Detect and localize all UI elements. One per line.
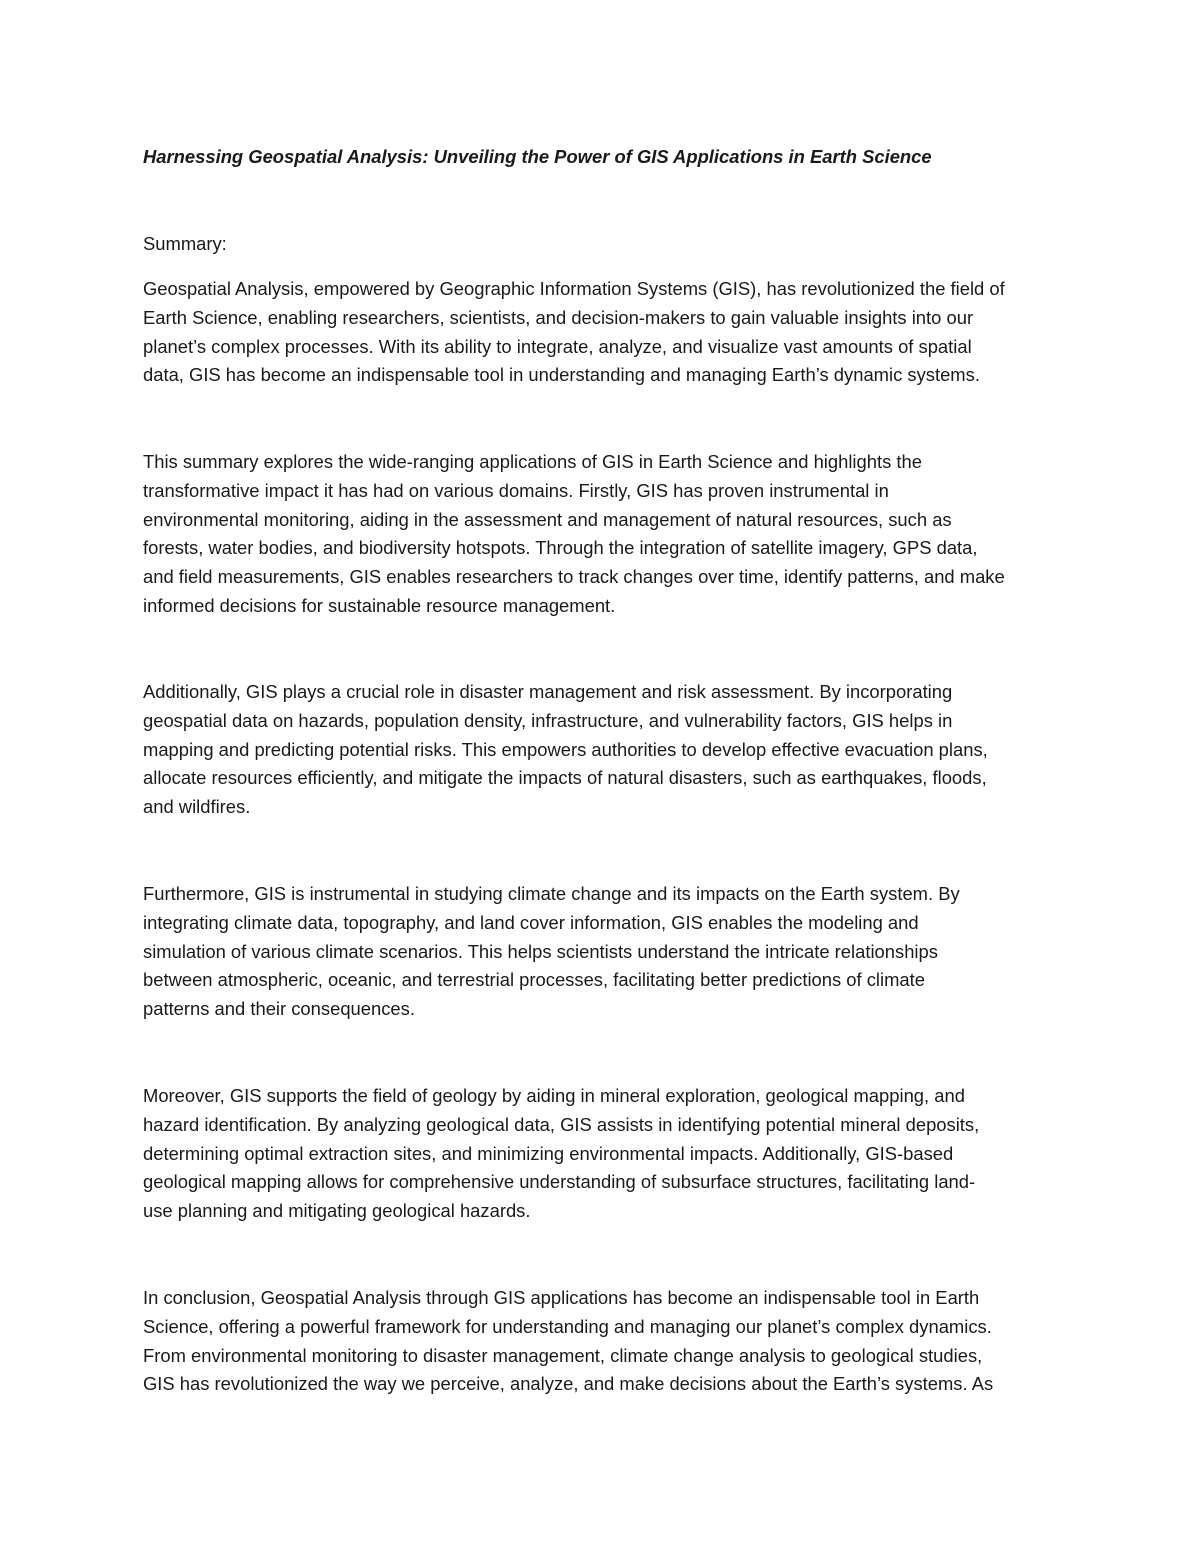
text-line: informed decisions for sustainable resource management. bbox=[143, 594, 616, 616]
text-line: Earth Science, enabling researchers, scientists, and decision-makers to gain valuable insights into our bbox=[143, 306, 974, 328]
text-line: and wildfires. bbox=[143, 796, 251, 818]
text-line: geological mapping allows for comprehensive understanding of subsurface structures, facilitating land- bbox=[143, 1171, 976, 1193]
text-line: integrating climate data, topography, and land cover information, GIS enables the modeling and bbox=[143, 911, 919, 933]
text-line: data, GIS has become an indispensable tool in understanding and managing Earth’s dynamic systems. bbox=[143, 364, 980, 386]
text-line: This summary explores the wide-ranging applications of GIS in Earth Science and highlights the bbox=[143, 451, 922, 472]
text-line: In conclusion, Geospatial Analysis through GIS applications has become an indispensable tool in Earth bbox=[143, 1287, 980, 1308]
text-line: Additionally, GIS plays a crucial role in disaster management and risk assessment. By incorporating bbox=[143, 681, 953, 702]
paragraph-applications bbox=[143, 448, 1063, 621]
text-line: allocate resources efficiently, and mitigate the impacts of natural disasters, such as earthquakes, floods, bbox=[143, 767, 987, 789]
text-line: mapping and predicting potential risks. This empowers authorities to develop effective evacuation plans, bbox=[143, 738, 988, 760]
text-line: Furthermore, GIS is instrumental in studying climate change and its impacts on the Earth system. By bbox=[143, 883, 960, 904]
text-line: Science, offering a powerful framework for understanding and managing our planet’s complex dynamics. bbox=[143, 1315, 992, 1337]
text-line: Geospatial Analysis, empowered by Geographic Information Systems (GIS), has revolutionized the field of bbox=[143, 278, 1005, 299]
text-line: patterns and their consequences. bbox=[143, 998, 415, 1020]
paragraph-geology bbox=[143, 1082, 1063, 1226]
text-line: determining optimal extraction sites, and minimizing environmental impacts. Additionally, GIS-based bbox=[143, 1142, 954, 1164]
text-line: use planning and mitigating geological hazards. bbox=[143, 1200, 531, 1222]
text-line: transformative impact it has had on various domains. Firstly, GIS has proven instrumental in bbox=[143, 479, 889, 501]
document-title: Harnessing Geospatial Analysis: Unveiling the Power of GIS Applications in Earth Science bbox=[143, 146, 932, 167]
text-line: From environmental monitoring to disaster management, climate change analysis to geological studies, bbox=[143, 1344, 983, 1366]
text-line: environmental monitoring, aiding in the assessment and management of natural resources, such as bbox=[143, 508, 952, 530]
text-line: simulation of various climate scenarios. This helps scientists understand the intricate relationships bbox=[143, 940, 938, 962]
text-line: hazard identification. By analyzing geological data, GIS assists in identifying potential mineral deposits, bbox=[143, 1113, 980, 1135]
text-line: and field measurements, GIS enables researchers to track changes over time, identify patterns, and make bbox=[143, 566, 1005, 588]
paragraph-climate bbox=[143, 880, 1063, 1024]
text-line: Moreover, GIS supports the field of geology by aiding in mineral exploration, geological mapping, and bbox=[143, 1085, 965, 1106]
paragraph-conclusion bbox=[143, 1284, 1063, 1399]
text-line: between atmospheric, oceanic, and terrestrial processes, facilitating better predictions of climate bbox=[143, 969, 925, 991]
text-line: planet’s complex processes. With its ability to integrate, analyze, and visualize vast amounts of spatial bbox=[143, 335, 972, 357]
text-line: geospatial data on hazards, population density, infrastructure, and vulnerability factors, GIS helps in bbox=[143, 709, 953, 731]
text-line: GIS has revolutionized the way we perceive, analyze, and make decisions about the Earth’s systems. As bbox=[143, 1373, 994, 1395]
summary-label: Summary: bbox=[143, 233, 227, 254]
paragraph-intro bbox=[143, 275, 1063, 390]
text-line: forests, water bodies, and biodiversity hotspots. Through the integration of satellite imagery, GPS data, bbox=[143, 537, 978, 559]
paragraph-disaster bbox=[143, 678, 1063, 822]
